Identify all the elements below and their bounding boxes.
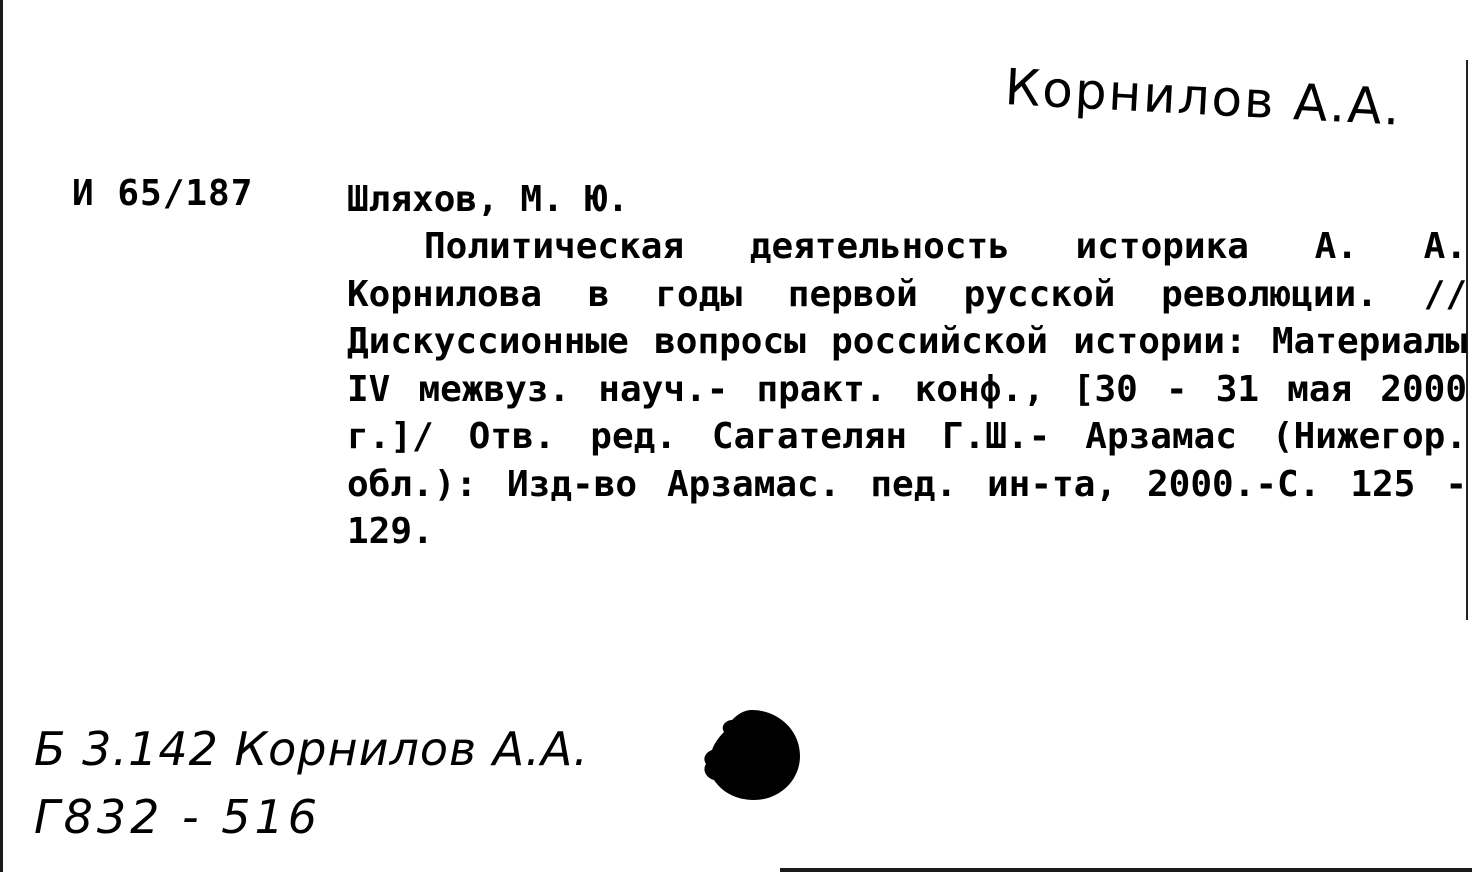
scan-edge-bottom	[780, 868, 1472, 872]
shelfmark: И 65/187	[72, 173, 254, 214]
handwritten-note-line2: Г832 - 516	[34, 790, 322, 844]
handwritten-note-line1: Б 3.142 Корнилов А.А.	[34, 722, 589, 776]
handwritten-heading: Корнилов А.А.	[1003, 58, 1404, 137]
punch-hole-icon	[700, 706, 804, 804]
author: Шляхов, М. Ю.	[347, 179, 629, 220]
description-text: Политическая деятельность историка А. А. Корнилова в годы первой русской революции. // Дискуссионные вопросы российской истории: Материалы IV межвуз. науч.- практ. конф., [30 - 31 мая 2000 г.]/ Отв. ред. Сагателян Г.Ш.- Арзамас (Нижегор. обл.): Изд-во Арзамас. пед. ин-та, 2000.-С. 125 - 129.	[347, 226, 1467, 552]
bibliographic-description	[347, 223, 1467, 556]
scan-edge-left	[0, 0, 3, 872]
